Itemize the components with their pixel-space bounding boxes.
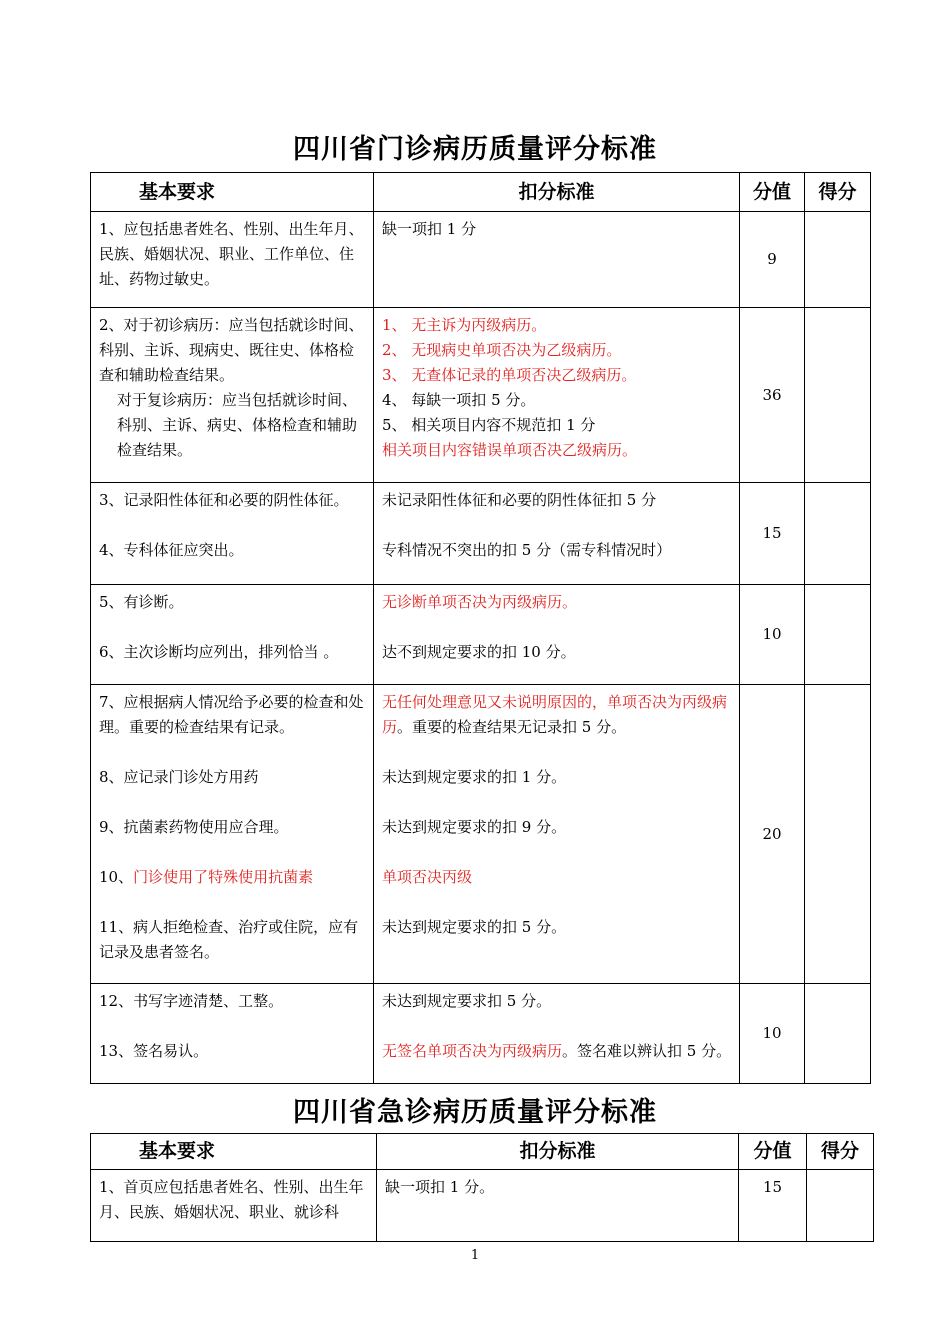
table-row [91, 212, 871, 308]
deduction-cell: 缺一项扣 1 分。 [377, 1170, 739, 1242]
deduction-cell [374, 308, 740, 483]
requirement-text: 13、签名易认。 [99, 1042, 209, 1060]
deduction-text: 达不到规定要求的扣 10 分。 [382, 643, 576, 661]
obtained-cell[interactable] [805, 308, 871, 483]
deduction-text [382, 1039, 733, 1064]
header-requirement: 基本要求 [91, 1134, 377, 1170]
table-header-row [91, 173, 871, 212]
deduction-text: 未达到规定要求的扣 1 分。 [382, 768, 567, 786]
score-cell: 9 [740, 212, 805, 308]
table-row [91, 984, 871, 1084]
page-title-emergency: 四川省急诊病历质量评分标准 [293, 1097, 657, 1128]
score-cell: 15 [739, 1170, 807, 1242]
deduction-text: 未达到规定要求的扣 9 分。 [382, 818, 567, 836]
requirement-text: 5、有诊断。 [99, 593, 184, 611]
requirement-text: 11、病人拒绝检查、治疗或住院，应有记录及患者签名。 [99, 918, 359, 961]
table-row [91, 685, 871, 984]
score-cell: 10 [740, 585, 805, 685]
obtained-cell[interactable] [805, 984, 871, 1084]
deduction-plain: 。签名难以辨认扣 5 分。 [562, 1042, 732, 1060]
header-requirement: 基本要求 [91, 173, 374, 212]
deduction-text: 5、 相关项目内容不规范扣 1 分 [382, 416, 596, 434]
requirement-cell [91, 308, 374, 483]
requirement-cell [91, 984, 374, 1084]
requirement-cell: 1、首页应包括患者姓名、性别、出生年月、民族、婚姻状况、职业、就诊科 [91, 1170, 377, 1242]
requirement-text [99, 865, 367, 890]
header-score: 分值 [740, 173, 805, 212]
requirement-text: 12、书写字迹清楚、工整。 [99, 992, 284, 1010]
requirement-highlight: 门诊使用了特殊使用抗菌素 [133, 868, 314, 886]
deduction-cell [374, 585, 740, 685]
header-obtained: 得分 [805, 173, 871, 212]
deduction-text: 专科情况不突出的扣 5 分（需专科情况时） [382, 541, 672, 559]
score-cell: 20 [740, 685, 805, 984]
deduction-text: 3、 无查体记录的单项否决乙级病历。 [382, 366, 637, 384]
header-obtained: 得分 [807, 1134, 874, 1170]
requirement-text: 3、记录阳性体征和必要的阴性体征。 [99, 491, 349, 509]
table-row [91, 483, 871, 585]
table-header-row [91, 1134, 874, 1170]
requirement-text: 6、主次诊断均应列出，排列恰当 。 [99, 643, 339, 661]
requirement-number: 10、 [99, 868, 134, 886]
table-row [91, 585, 871, 685]
requirement-text: 7、应根据病人情况给予必要的检查和处理。重要的检查结果有记录。 [99, 693, 364, 736]
header-deduction: 扣分标准 [377, 1134, 739, 1170]
header-deduction: 扣分标准 [374, 173, 740, 212]
deduction-cell: 缺一项扣 1 分 [374, 212, 740, 308]
deduction-text: 相关项目内容错误单项否决乙级病历。 [382, 441, 638, 459]
requirement-text: 8、应记录门诊处方用药 [99, 768, 259, 786]
requirement-text: 2、对于初诊病历：应当包括就诊时间、科别、主诉、现病史、既往史、体格检查和辅助检查结果。 [99, 316, 364, 384]
deduction-text: 未达到规定要求的扣 5 分。 [382, 918, 567, 936]
page-number: 1 [470, 1248, 480, 1263]
deduction-text: 无诊断单项否决为丙级病历。 [382, 593, 578, 611]
page-title-outpatient: 四川省门诊病历质量评分标准 [293, 134, 657, 165]
table-row [91, 308, 871, 483]
table-row [91, 1170, 874, 1242]
score-cell: 36 [740, 308, 805, 483]
header-score: 分值 [739, 1134, 807, 1170]
requirement-text: 4、专科体征应突出。 [99, 541, 244, 559]
deduction-highlight: 无签名单项否决为丙级病历 [382, 1042, 563, 1060]
deduction-text: 未达到规定要求扣 5 分。 [382, 992, 552, 1010]
obtained-cell[interactable] [805, 585, 871, 685]
outpatient-scoring-table [90, 172, 871, 1084]
deduction-text: 4、 每缺一项扣 5 分。 [382, 391, 536, 409]
deduction-text: 2、 无现病史单项否决为乙级病历。 [382, 341, 622, 359]
deduction-plain: 。重要的检查结果无记录扣 5 分。 [397, 718, 627, 736]
deduction-cell [374, 483, 740, 585]
deduction-highlight: 无任何处理意见又未说明原因的，单项否决为丙级病历 [382, 693, 728, 736]
requirement-cell: 1、应包括患者姓名、性别、出生年月、民族、婚姻状况、职业、工作单位、住址、药物过敏史。 [91, 212, 374, 308]
deduction-cell [374, 984, 740, 1084]
deduction-text: 单项否决丙级 [382, 868, 473, 886]
obtained-cell[interactable] [805, 483, 871, 585]
deduction-cell [374, 685, 740, 984]
obtained-cell[interactable] [807, 1170, 874, 1242]
obtained-cell[interactable] [805, 212, 871, 308]
score-cell: 10 [740, 984, 805, 1084]
deduction-text: 未记录阳性体征和必要的阴性体征扣 5 分 [382, 491, 657, 509]
requirement-cell [91, 685, 374, 984]
requirement-cell [91, 483, 374, 585]
emergency-scoring-table [90, 1133, 874, 1242]
requirement-text: 9、抗菌素药物使用应合理。 [99, 818, 289, 836]
requirement-cell [91, 585, 374, 685]
obtained-cell[interactable] [805, 685, 871, 984]
deduction-text [382, 690, 733, 740]
score-cell: 15 [740, 483, 805, 585]
deduction-text: 1、 无主诉为丙级病历。 [382, 316, 547, 334]
requirement-text: 对于复诊病历：应当包括就诊时间、科别、主诉、病史、体格检查和辅助检查结果。 [117, 391, 358, 459]
